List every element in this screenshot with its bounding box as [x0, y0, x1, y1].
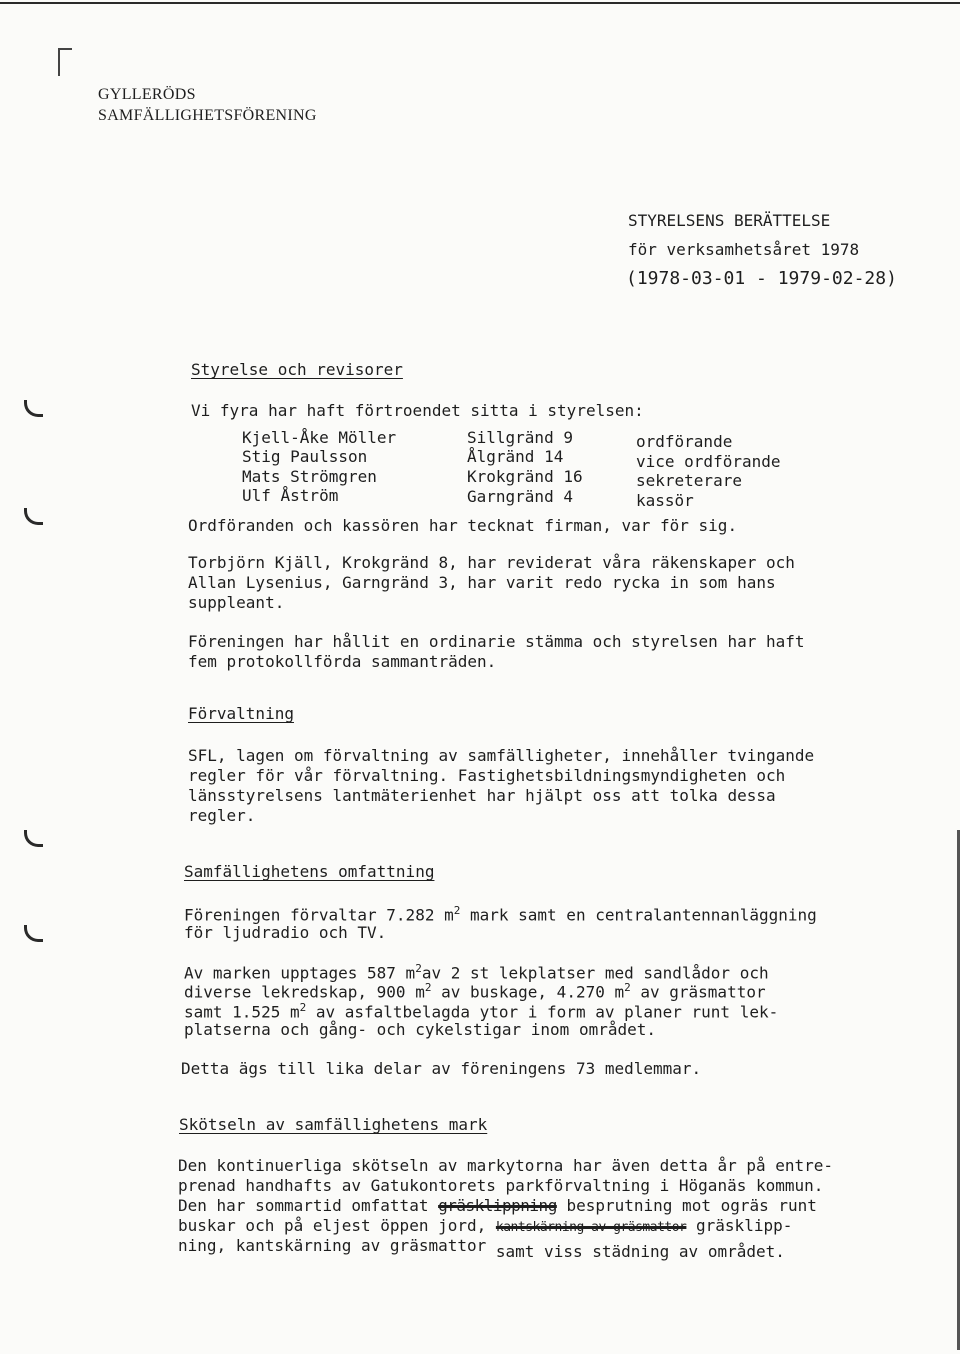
- member-address: Krokgränd 16: [467, 467, 583, 486]
- management-line: regler.: [188, 806, 256, 825]
- care-line: buskar och på eljest öppen jord, kantskärning av gräsmattor gräsklipp-: [178, 1216, 793, 1235]
- report-title: STYRELSENS BERÄTTELSE: [628, 211, 831, 230]
- scope-ownership: Detta ägs till lika delar av föreningens 73 medlemmar.: [181, 1059, 702, 1078]
- member-name: Ulf Åström: [242, 486, 339, 505]
- margin-mark: [24, 508, 43, 525]
- member-name: Mats Strömgren: [242, 467, 377, 486]
- org-name-line2: SAMFÄLLIGHETSFÖRENING: [98, 107, 317, 124]
- scope-area-line: för ljudradio och TV.: [184, 923, 387, 942]
- member-role: kassör: [636, 491, 694, 510]
- member-address: Sillgränd 9: [467, 428, 573, 447]
- care-line: Den har sommartid omfattat gräsklippning besprutning mot ogräs runt: [178, 1196, 817, 1215]
- scope-area-line: Föreningen förvaltar 7.282 $m^2$ mark samt en centralantennanläggning: [184, 904, 817, 925]
- scope-usage-line: platserna och gång- och cykelstigar inom området.: [184, 1020, 657, 1039]
- section-heading-care: Skötseln av samfällighetens mark: [179, 1115, 488, 1134]
- member-address: Garngränd 4: [467, 487, 573, 506]
- auditor-line: Allan Lysenius, Garngränd 3, har varit redo rycka in som hans: [188, 573, 776, 592]
- section-heading-scope: Samfällighetens omfattning: [184, 862, 435, 881]
- care-line: prenad handhafts av Gatukontorets parkförvaltning i Höganäs kommun.: [178, 1176, 824, 1195]
- management-line: SFL, lagen om förvaltning av samfälligheter, innehåller tvingande: [188, 746, 815, 765]
- report-dates: (1978-03-01 - 1979-02-28): [626, 268, 897, 289]
- section-heading-management: Förvaltning: [188, 704, 294, 723]
- board-intro: Vi fyra har haft förtroendet sitta i styrelsen:: [191, 401, 644, 420]
- margin-mark: [24, 830, 43, 847]
- member-name: Stig Paulsson: [242, 447, 368, 466]
- care-line: Den kontinuerliga skötseln av markytorna har även detta år på entre-: [178, 1156, 834, 1175]
- margin-mark: [24, 925, 43, 942]
- auditor-line: Torbjörn Kjäll, Krokgränd 8, har reviderat våra räkenskaper och: [188, 553, 795, 572]
- meetings-line: fem protokollförda sammanträden.: [188, 652, 497, 671]
- management-line: länsstyrelsens lantmäterienhet har hjälpt oss att tolka dessa: [188, 786, 776, 805]
- auditor-line: suppleant.: [188, 593, 285, 612]
- scope-usage-line: Av marken upptages 587 $m^2av$ 2 st lekplatser med sandlådor och: [184, 962, 769, 983]
- member-name: Kjell-Åke Möller: [242, 428, 397, 447]
- section-heading-board: Styrelse och revisorer: [191, 360, 403, 379]
- member-address: Ålgränd 14: [467, 447, 564, 466]
- scan-corner-mark: [58, 48, 72, 76]
- management-line: regler för vår förvaltning. Fastighetsbildningsmyndigheten och: [188, 766, 786, 785]
- margin-mark: [24, 400, 43, 417]
- care-line: ning, kantskärning av gräsmattor samt viss städning av området.: [178, 1236, 785, 1261]
- report-period: för verksamhetsåret 1978: [628, 240, 860, 259]
- signing-note: Ordföranden och kassören har tecknat firman, var för sig.: [188, 516, 738, 535]
- org-name-line1: GYLLERÖDS: [98, 86, 196, 103]
- member-role: vice ordförande: [636, 452, 781, 471]
- meetings-line: Föreningen har hållit en ordinarie stämma och styrelsen har haft: [188, 632, 805, 651]
- member-role: ordförande: [636, 432, 733, 451]
- scope-usage-line: samt 1.525 $m^2$ av asfaltbelagda ytor i form av planer runt lek-: [184, 1001, 779, 1022]
- scope-usage-line: diverse lekredskap, 900 $m^2$ av buskage, 4.270 $m^2$ av gräsmattor: [184, 981, 766, 1002]
- page-top-edge: [0, 2, 960, 4]
- member-role: sekreterare: [636, 471, 742, 490]
